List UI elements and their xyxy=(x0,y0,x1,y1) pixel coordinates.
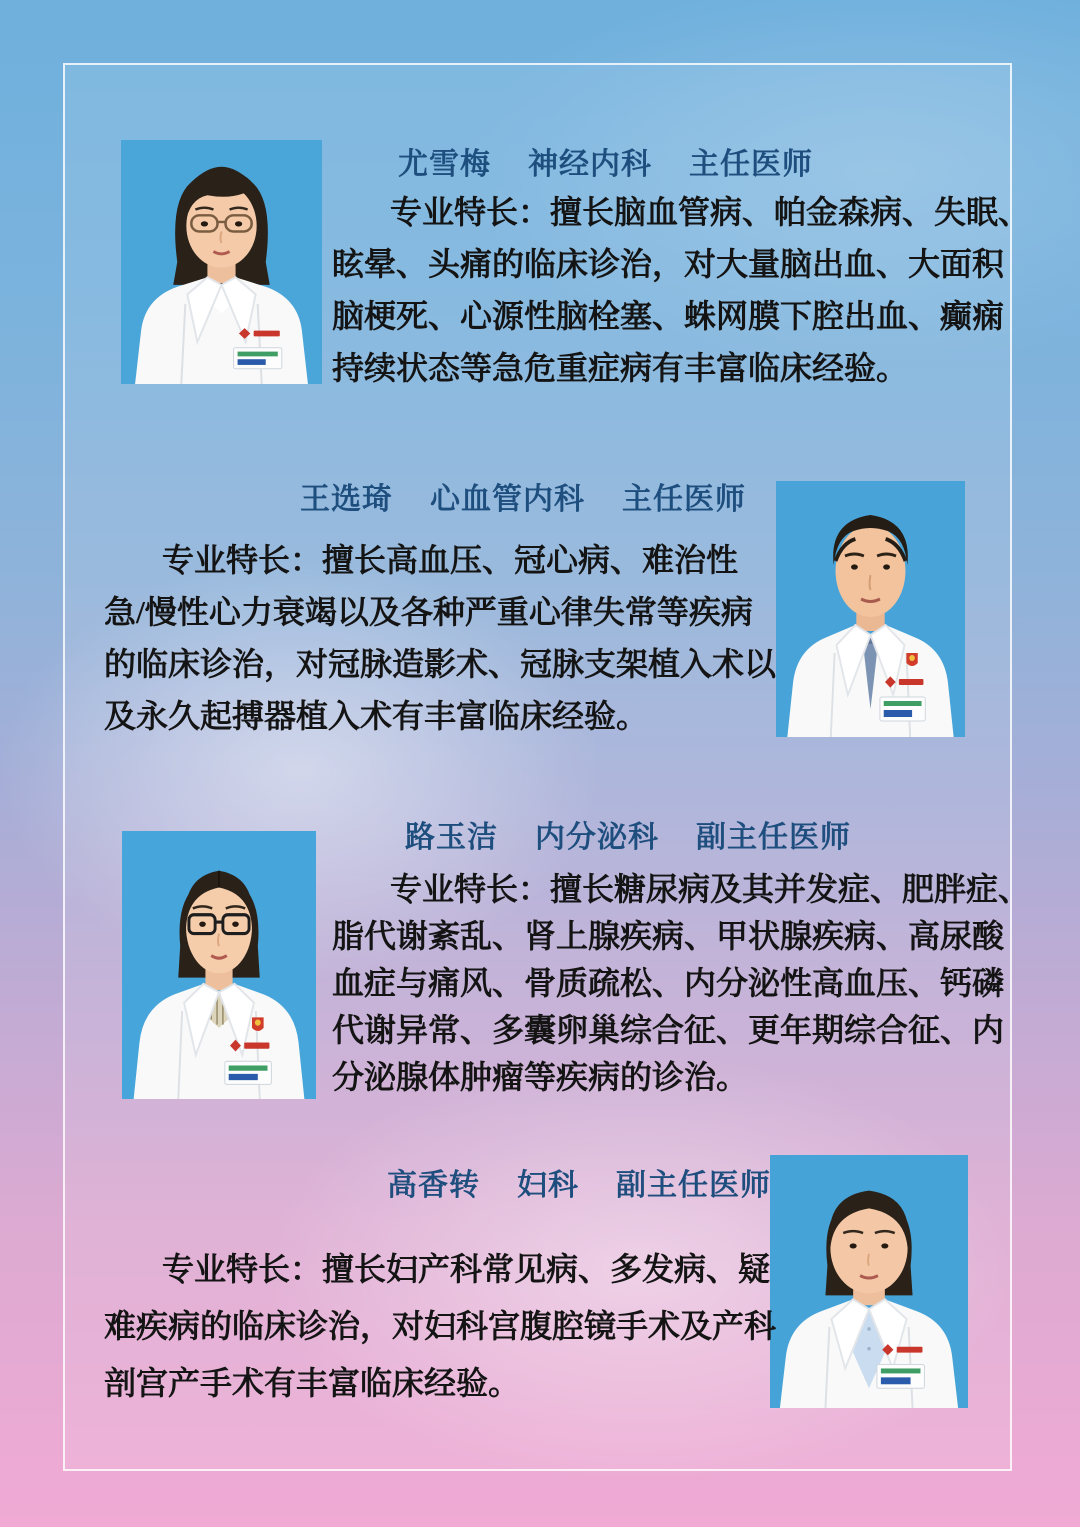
doctor-heading xyxy=(300,481,746,519)
doctor-job-title: 副主任医师 xyxy=(616,1169,771,1202)
doctor-job-title: 副主任医师 xyxy=(696,821,851,854)
name-badge xyxy=(877,1365,925,1389)
doctor-name: 高香转 xyxy=(387,1169,480,1202)
party-emblem-pin xyxy=(906,653,917,666)
doctor-photo xyxy=(770,1155,968,1408)
specialty-line: 眩晕、头痛的临床诊治，对大量脑出血、大面积 xyxy=(332,246,1005,282)
specialty-line: 分泌腺体肿瘤等疾病的诊治。 xyxy=(332,1059,749,1095)
specialty-line: 持续状态等急危重症病有丰富临床经验。 xyxy=(332,350,909,386)
specialty-line: 脂代谢紊乱、肾上腺疾病、甲状腺疾病、高尿酸 xyxy=(332,918,1005,954)
specialty-line: 专业特长：擅长脑血管病、帕金森病、失眠、 xyxy=(390,194,1031,230)
doctor-specialty xyxy=(332,186,1030,394)
doctor-job-title: 主任医师 xyxy=(689,148,813,181)
specialty-line: 专业特长：擅长高血压、冠心病、难治性 xyxy=(162,542,739,578)
doctor-department: 内分泌科 xyxy=(535,821,659,854)
doctor-name: 路玉洁 xyxy=(405,821,498,854)
doctor-specialty xyxy=(332,866,1030,1101)
doctor-department: 神经内科 xyxy=(528,148,652,181)
doctor-photo xyxy=(122,831,316,1099)
doctor-name: 尤雪梅 xyxy=(398,148,491,181)
specialty-line: 及永久起搏器植入术有丰富临床经验。 xyxy=(104,698,649,734)
specialty-line: 专业特长：擅长妇产科常见病、多发病、疑 xyxy=(162,1251,771,1287)
specialty-line: 血症与痛风、骨质疏松、内分泌性高血压、钙磷 xyxy=(332,965,1005,1001)
specialty-line: 专业特长：擅长糖尿病及其并发症、肥胖症、 xyxy=(390,871,1031,907)
doctor-photo xyxy=(121,140,322,384)
doctor-specialty xyxy=(104,534,776,742)
doctor-department: 心血管内科 xyxy=(430,483,585,516)
specialty-line: 剖宫产手术有丰富临床经验。 xyxy=(104,1365,521,1401)
party-emblem-pin xyxy=(252,1017,264,1031)
doctor-specialty xyxy=(104,1241,776,1412)
doctor-job-title: 主任医师 xyxy=(622,483,746,516)
doctor-department: 妇科 xyxy=(517,1169,579,1202)
specialty-line: 的临床诊治，对冠脉造影术、冠脉支架植入术以 xyxy=(104,646,777,682)
specialty-line: 脑梗死、心源性脑栓塞、蛛网膜下腔出血、癫痫 xyxy=(332,298,1005,334)
doctor-photo xyxy=(776,481,965,737)
specialty-line: 急/慢性心力衰竭以及各种严重心律失常等疾病 xyxy=(104,594,753,630)
doctor-heading xyxy=(398,146,813,184)
specialty-line: 难疾病的临床诊治，对妇科宫腹腔镜手术及产科 xyxy=(104,1308,777,1344)
name-badge xyxy=(225,1061,272,1084)
doctor-heading xyxy=(387,1167,771,1205)
name-badge xyxy=(234,348,282,369)
doctor-heading xyxy=(405,819,851,857)
specialty-line: 代谢异常、多囊卵巢综合征、更年期综合征、内 xyxy=(332,1012,1005,1048)
doctor-name: 王选琦 xyxy=(300,483,393,516)
name-badge xyxy=(880,697,925,721)
